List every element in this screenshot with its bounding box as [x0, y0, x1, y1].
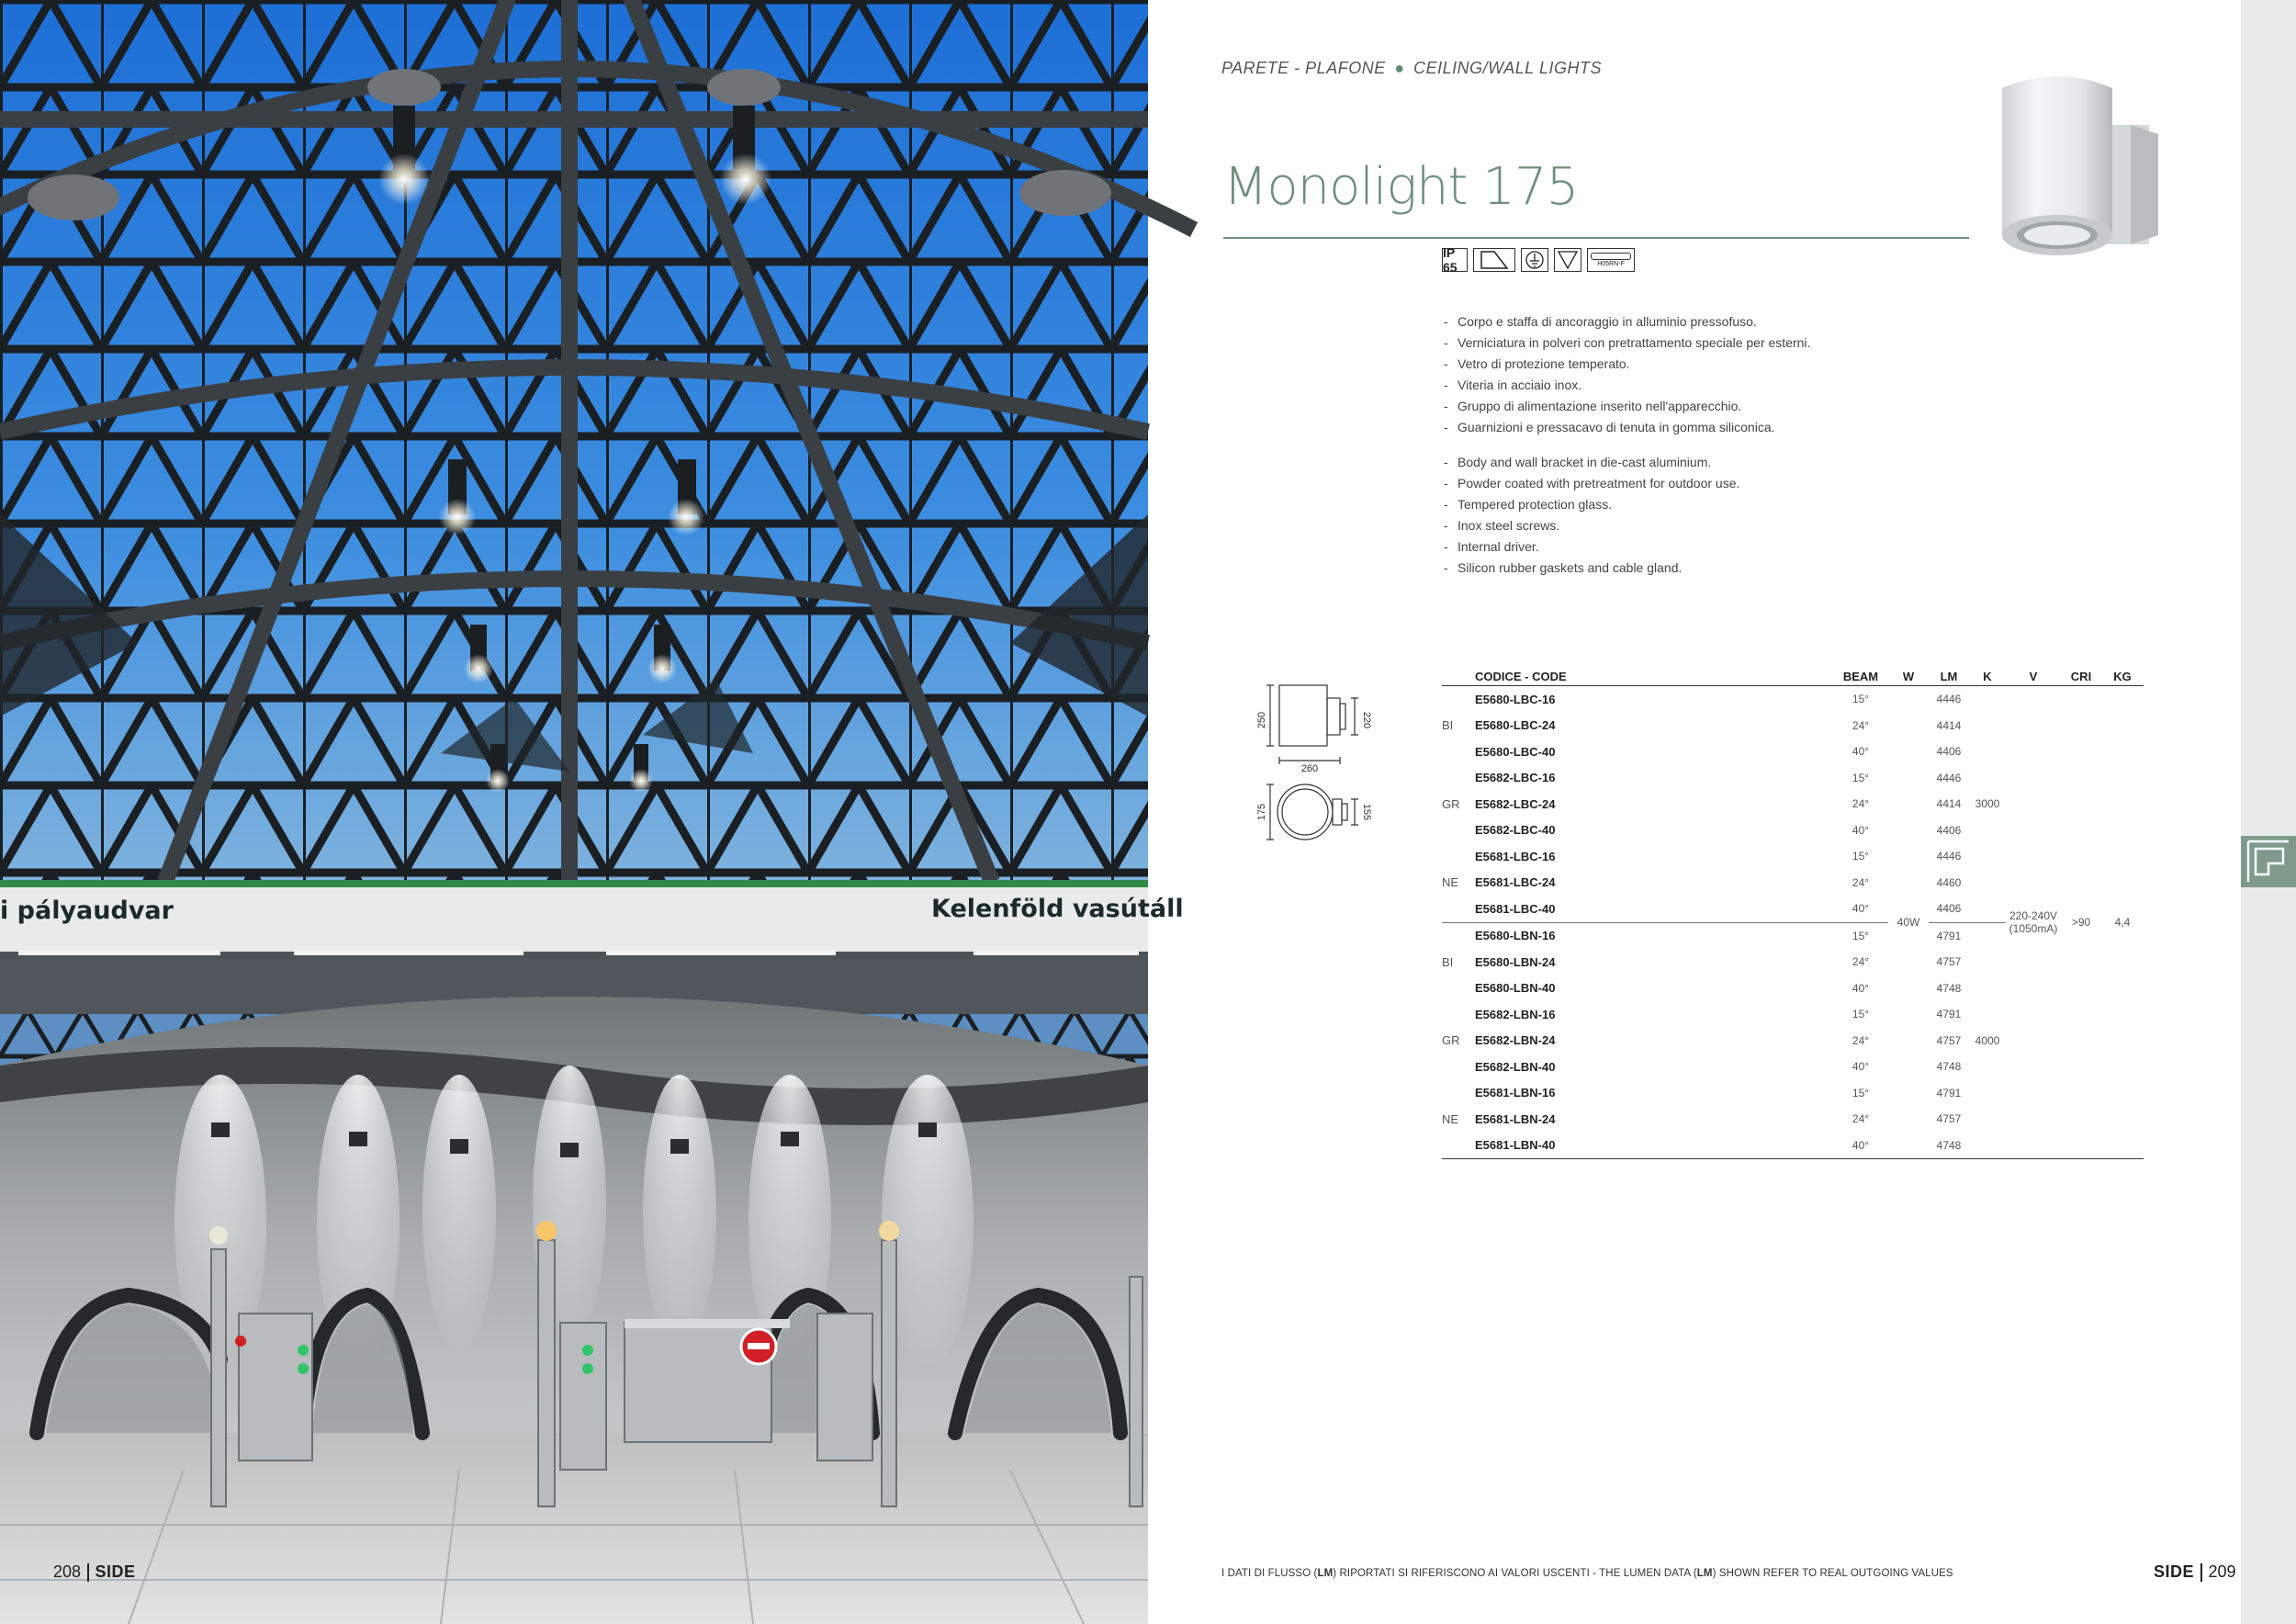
cell-beam: 24°	[1851, 1112, 1870, 1126]
cell-code: E5682-LBC-40	[1475, 823, 1556, 838]
cell-color	[1442, 686, 1475, 713]
cell-lm: 4748	[1929, 1133, 1969, 1159]
cell-lm: 4414	[1936, 718, 1962, 732]
cell-lm: 4446	[1936, 693, 1962, 706]
cell-code: E5681-LBN-16	[1475, 1086, 1556, 1100]
page-number: 209	[2208, 1562, 2236, 1581]
cell-beam: 15°	[1851, 1008, 1870, 1021]
cell-beam: 15°	[1851, 850, 1870, 863]
cell-lm: 4748	[1936, 1060, 1962, 1074]
sign-left-text: i pályaudvar	[0, 897, 174, 925]
section-label	[1221, 59, 1602, 78]
cell-color: NE	[1442, 875, 1459, 890]
cell-code: E5680-LBN-24	[1475, 954, 1556, 969]
col-code: CODICE - CODE	[1475, 667, 1833, 686]
cell-lm: 4406	[1936, 745, 1962, 759]
feature-item: - Internal driver.	[1444, 539, 1848, 554]
cell-code: E5682-LBC-24	[1475, 796, 1556, 811]
cell-beam: 24°	[1851, 875, 1870, 889]
drive-current: (1050mA)	[2009, 922, 2058, 935]
ip65-icon: IP 65	[1442, 248, 1468, 272]
cell-lm: 4757	[1936, 1033, 1962, 1047]
d-mark-icon	[1473, 248, 1515, 272]
ceiling-wall-category-icon	[2241, 836, 2296, 887]
feature-item: - Body and wall bracket in die-cast aluminium.	[1444, 455, 1848, 469]
table-row	[1442, 686, 2144, 713]
cell-code: E5682-LBN-24	[1475, 1033, 1556, 1048]
dim-width: 260	[1300, 763, 1319, 774]
cell-code: E5681-LBC-24	[1475, 875, 1556, 890]
d-mark-glyph-icon	[1476, 250, 1513, 270]
cell-code: E5680-LBN-16	[1475, 929, 1556, 943]
feature-item: - Vetro di protezione temperato.	[1444, 356, 1848, 371]
feature-item: - Corpo e staffa di ancoraggio in alluminio pressofuso.	[1444, 314, 1848, 329]
cell-lm: 4791	[1936, 1008, 1962, 1021]
page-number: 208	[53, 1562, 82, 1581]
bullet-icon: ●	[1394, 59, 1405, 77]
cell-color	[1442, 976, 1475, 1002]
cell-code: E5682-LBN-40	[1475, 1059, 1556, 1074]
cell-code: E5681-LBC-40	[1475, 896, 1833, 922]
cell-code: E5681-LBN-24	[1475, 1111, 1556, 1126]
cell-k: 3000	[1969, 686, 2006, 923]
cell-code: E5680-LBN-40	[1475, 981, 1556, 996]
col-cri: CRI	[2061, 667, 2101, 686]
cell-w: 40W	[1888, 686, 1929, 1159]
section-label-en: CEILING/WALL LIGHTS	[1413, 59, 1603, 77]
feature-item: - Silicon rubber gaskets and cable gland.	[1444, 560, 1848, 575]
cell-beam: 24°	[1851, 718, 1870, 732]
cell-color: BI	[1442, 718, 1454, 733]
feature-item: - Gruppo di alimentazione inserito nell'apparecchio.	[1444, 399, 1848, 413]
features-english	[1444, 455, 1848, 575]
cell-color	[1442, 765, 1475, 792]
folio-divider	[2200, 1563, 2202, 1582]
dim-height-right: 220	[1361, 711, 1372, 729]
cell-lm: 4757	[1936, 1112, 1962, 1126]
cell-beam: 40°	[1833, 896, 1888, 922]
cell-lm: 4757	[1936, 955, 1962, 969]
product-title: Monolight 175	[1223, 157, 1579, 217]
features-italian	[1444, 314, 1848, 434]
footer-note-lm: LM	[1696, 1568, 1713, 1579]
f-mark-icon	[1554, 248, 1581, 272]
cell-color	[1442, 1001, 1475, 1028]
folio-divider	[87, 1563, 89, 1582]
cell-beam: 24°	[1851, 1033, 1870, 1047]
cell-color: GR	[1442, 1033, 1460, 1048]
cell-color	[1442, 922, 1475, 949]
cell-cri: >90	[2061, 686, 2101, 1159]
ground-icon	[1521, 248, 1548, 272]
cell-color	[1442, 843, 1475, 870]
cell-beam: 40°	[1851, 981, 1870, 995]
col-k: K	[1969, 667, 2006, 686]
table-header-row	[1442, 667, 2144, 686]
col-lm: LM	[1929, 667, 1969, 686]
cell-lm: 4406	[1929, 896, 1969, 922]
cell-color	[1442, 896, 1475, 922]
cell-k: 4000	[1969, 922, 2006, 1159]
brand-label: SIDE	[2154, 1562, 2195, 1581]
footer-note	[1221, 1568, 1953, 1579]
page-number-left	[53, 1562, 136, 1582]
cell-code: E5680-LBC-16	[1475, 692, 1556, 706]
cell-lm: 4748	[1936, 981, 1962, 995]
spec-table	[1442, 667, 2144, 1159]
cell-beam: 15°	[1851, 1086, 1870, 1100]
cell-color: GR	[1442, 796, 1460, 811]
cell-code: E5682-LBN-16	[1475, 1007, 1556, 1021]
cell-beam: 15°	[1851, 693, 1870, 706]
dimension-drawing	[1254, 676, 1382, 851]
feature-item: - Verniciatura in polveri con pretrattamento speciale per esterni.	[1444, 335, 1848, 350]
feature-item: - Viteria in acciaio inox.	[1444, 378, 1848, 392]
cell-lm: 4414	[1936, 797, 1962, 811]
cell-code: E5681-LBN-40	[1475, 1133, 1833, 1159]
footer-note-lm: LM	[1317, 1568, 1334, 1579]
cell-lm: 4446	[1936, 771, 1962, 784]
feature-lists	[1444, 314, 1848, 581]
cell-kg: 4,4	[2101, 686, 2144, 1159]
feature-item: - Guarnizioni e pressacavo di tenuta in gomma siliconica.	[1444, 420, 1848, 434]
feature-item: - Inox steel screws.	[1444, 518, 1848, 533]
sign-right-text: Kelenföld vasútáll	[931, 895, 1184, 923]
cell-color: NE	[1442, 1111, 1459, 1126]
cell-color	[1442, 739, 1475, 765]
feature-item: - Powder coated with pretreatment for outdoor use.	[1444, 476, 1848, 491]
col-v: V	[2006, 667, 2061, 686]
col-beam: BEAM	[1833, 667, 1888, 686]
title-rule	[1223, 237, 1969, 239]
dim-height-left: 250	[1256, 711, 1267, 729]
cable-label: H05RN-F	[1597, 261, 1625, 267]
earth-ground-glyph-icon	[1525, 250, 1545, 270]
cell-lm: 4406	[1936, 823, 1962, 837]
cell-color: BI	[1442, 954, 1454, 969]
cell-lm: 4446	[1936, 850, 1962, 863]
product-photo	[1993, 70, 2177, 272]
certification-icons	[1442, 246, 1635, 274]
col-w: W	[1888, 667, 1929, 686]
cell-beam: 15°	[1851, 771, 1870, 784]
cell-beam: 40°	[1851, 1060, 1870, 1074]
cell-beam: 40°	[1851, 745, 1870, 759]
feature-item: - Tempered protection glass.	[1444, 497, 1848, 512]
footer-note-part: I DATI DI FLUSSO (	[1221, 1568, 1318, 1579]
cell-color	[1442, 1054, 1475, 1080]
col-color	[1442, 667, 1475, 686]
cell-code: E5680-LBC-24	[1475, 718, 1556, 733]
footer-note-part: ) RIPORTATI SI RIFERISCONO AI VALORI USCENTI - THE LUMEN DATA (	[1333, 1568, 1697, 1579]
section-label-it: PARETE - PLAFONE	[1221, 59, 1386, 77]
cell-beam: 15°	[1851, 929, 1870, 942]
col-kg: KG	[2101, 667, 2144, 686]
cell-code: E5682-LBC-16	[1475, 771, 1556, 785]
brand-label: SIDE	[95, 1562, 136, 1581]
cell-lm: 4791	[1936, 929, 1962, 942]
cell-color	[1442, 1133, 1475, 1159]
cell-code: E5680-LBC-40	[1475, 744, 1556, 759]
cell-beam: 24°	[1851, 955, 1870, 969]
cell-lm: 4460	[1936, 875, 1962, 889]
cell-lm: 4791	[1936, 1086, 1962, 1100]
cell-beam: 40°	[1851, 823, 1870, 837]
cell-color	[1442, 1080, 1475, 1107]
cable-h05rn-f-icon	[1587, 248, 1635, 272]
dim-diameter: 175	[1256, 803, 1267, 821]
dim-depth: 155	[1361, 803, 1372, 821]
f-mark-glyph-icon	[1557, 250, 1579, 270]
cell-color	[1442, 818, 1475, 844]
footer-note-part: ) SHOWN REFER TO REAL OUTGOING VALUES	[1712, 1568, 1953, 1579]
spec-table-body	[1442, 686, 2144, 1159]
cell-beam: 40°	[1833, 1133, 1888, 1159]
sidebar-strip	[2241, 0, 2296, 1624]
cell-beam: 24°	[1851, 797, 1870, 811]
cell-code: E5681-LBC-16	[1475, 849, 1556, 863]
voltage-range: 220-240V	[2009, 909, 2058, 922]
page-number-right	[2154, 1562, 2236, 1582]
cell-v	[2006, 686, 2061, 1159]
